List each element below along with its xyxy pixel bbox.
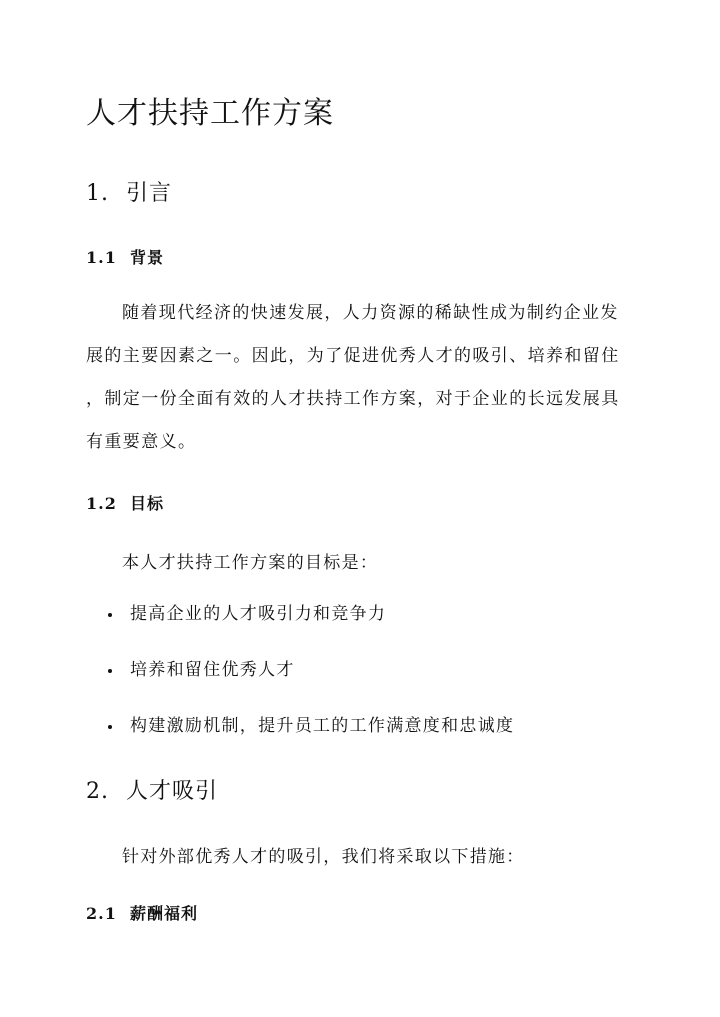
subsection-heading-goals — [86, 491, 164, 514]
bullet-icon — [108, 669, 112, 673]
section-heading-intro — [86, 176, 172, 207]
list-item-text: 构建激励机制，提升员工的工作满意度和忠诚度 — [130, 716, 515, 736]
section-title: 引言 — [126, 181, 173, 206]
bullet-icon — [108, 613, 112, 617]
paragraph-line: ，制定一份全面有效的人才扶持工作方案，对于企业的长远发展具 — [86, 389, 620, 409]
subsection-number: 2.1 — [86, 904, 117, 923]
list-item-text: 培养和留住优秀人才 — [130, 660, 295, 680]
section-title: 人才吸引 — [126, 779, 219, 804]
subsection-heading-compensation — [86, 901, 198, 924]
bullet-icon — [108, 725, 112, 729]
paragraph-line: 有重要意义。 — [86, 432, 197, 452]
paragraph-line: 随着现代经济的快速发展，人力资源的稀缺性成为制约企业发 — [122, 303, 619, 323]
subsection-number: 1.1 — [86, 248, 117, 267]
list-item-text: 提高企业的人才吸引力和竞争力 — [130, 604, 387, 624]
subsection-title: 背景 — [130, 248, 165, 267]
section-number: 2. — [86, 779, 109, 804]
paragraph-line: 展的主要因素之一。因此，为了促进优秀人才的吸引、培养和留住 — [86, 346, 620, 366]
subsection-heading-background — [86, 245, 164, 268]
section-heading-talent-attraction — [86, 774, 218, 805]
goals-intro: 本人才扶持工作方案的目标是： — [122, 553, 379, 573]
subsection-title: 目标 — [130, 494, 165, 513]
section-number: 1. — [86, 181, 109, 206]
document-title: 人才扶持工作方案 — [86, 96, 334, 131]
subsection-title: 薪酬福利 — [130, 904, 199, 923]
subsection-number: 1.2 — [86, 494, 117, 513]
background-paragraph — [86, 292, 634, 464]
attraction-intro: 针对外部优秀人才的吸引，我们将采取以下措施： — [122, 847, 525, 867]
